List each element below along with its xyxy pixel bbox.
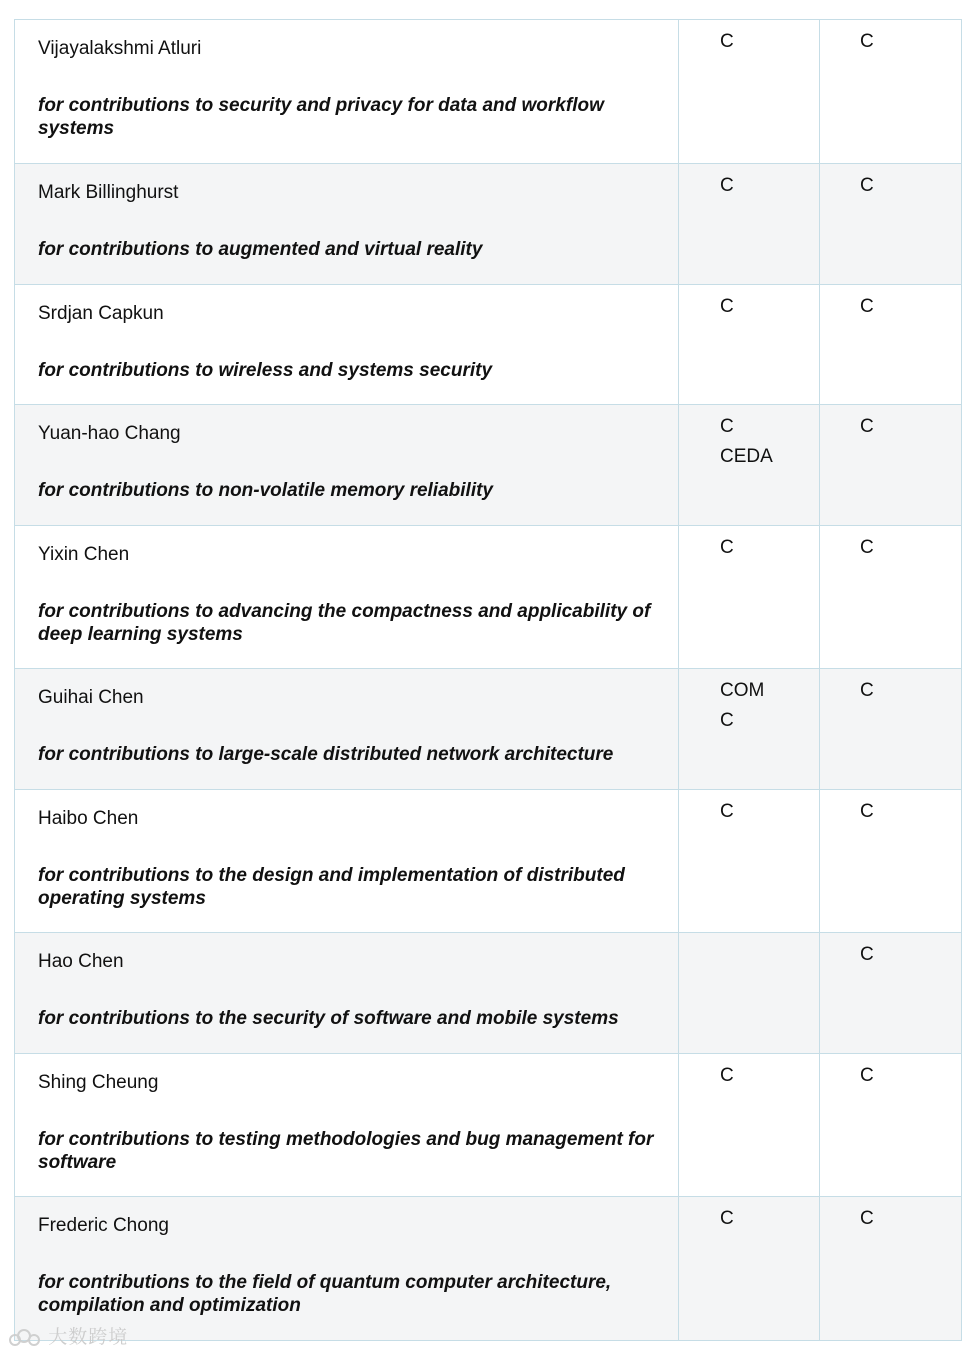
fellow-citation: for contributions to augmented and virtual reality bbox=[38, 239, 483, 260]
table-row bbox=[15, 1197, 961, 1341]
society-code: C bbox=[720, 1208, 734, 1229]
society-code-cell bbox=[679, 20, 820, 163]
society-code: C bbox=[720, 416, 734, 437]
evaluating-society-cell bbox=[820, 526, 961, 668]
table-row bbox=[15, 1054, 961, 1197]
society-code: C bbox=[860, 680, 874, 701]
watermark-text: 大数跨境 bbox=[48, 1327, 129, 1348]
table-row bbox=[15, 526, 961, 669]
evaluating-society-cell bbox=[820, 1197, 961, 1340]
table-row bbox=[15, 405, 961, 526]
table-row bbox=[15, 164, 961, 285]
fellow-name: Yuan-hao Chang bbox=[38, 423, 181, 444]
evaluating-society-cell bbox=[820, 20, 961, 163]
society-code: C bbox=[860, 416, 874, 437]
table-row bbox=[15, 669, 961, 790]
society-code: C bbox=[860, 31, 874, 52]
society-code-cell bbox=[679, 164, 820, 284]
society-code: C bbox=[720, 1065, 734, 1086]
fellow-citation: for contributions to large-scale distributed network architecture bbox=[38, 744, 614, 765]
society-code: CEDA bbox=[720, 446, 773, 467]
fellow-citation: for contributions to the field of quantum computer architecture, compilation and optimization bbox=[38, 1272, 612, 1316]
fellow-citation: for contributions to the security of software and mobile systems bbox=[38, 1008, 619, 1029]
fellow-citation: for contributions to wireless and systems security bbox=[38, 360, 493, 381]
society-code: C bbox=[720, 296, 734, 317]
fellow-name: Srdjan Capkun bbox=[38, 303, 164, 324]
evaluating-society-cell bbox=[820, 405, 961, 525]
name-citation-cell bbox=[15, 164, 679, 284]
evaluating-society-cell bbox=[820, 933, 961, 1053]
evaluating-society-cell bbox=[820, 1054, 961, 1196]
society-code: C bbox=[720, 175, 734, 196]
name-citation-cell bbox=[15, 285, 679, 404]
name-citation-cell bbox=[15, 1197, 679, 1340]
society-code-cell bbox=[679, 669, 820, 789]
name-citation-cell bbox=[15, 669, 679, 789]
society-code: C bbox=[720, 31, 734, 52]
society-code: C bbox=[860, 801, 874, 822]
fellow-citation: for contributions to advancing the compactness and applicability of deep learning systems bbox=[38, 601, 651, 645]
fellow-name: Haibo Chen bbox=[38, 808, 139, 829]
fellows-table bbox=[14, 19, 962, 1341]
fellow-citation: for contributions to testing methodologies and bug management for software bbox=[38, 1129, 654, 1173]
name-citation-cell bbox=[15, 20, 679, 163]
society-code: C bbox=[720, 537, 734, 558]
society-code: C bbox=[860, 1208, 874, 1229]
fellow-citation: for contributions to non-volatile memory reliability bbox=[38, 480, 493, 501]
fellow-citation: for contributions to the design and implementation of distributed operating systems bbox=[38, 865, 625, 909]
table-row bbox=[15, 285, 961, 405]
society-code: C bbox=[860, 296, 874, 317]
society-code-cell bbox=[679, 405, 820, 525]
society-code-cell bbox=[679, 285, 820, 404]
society-code: C bbox=[720, 710, 734, 731]
society-code-cell bbox=[679, 1197, 820, 1340]
evaluating-society-cell bbox=[820, 285, 961, 404]
society-code-cell bbox=[679, 1054, 820, 1196]
fellow-name: Yixin Chen bbox=[38, 544, 130, 565]
society-code-cell bbox=[679, 526, 820, 668]
society-code-cell bbox=[679, 933, 820, 1053]
name-citation-cell bbox=[15, 790, 679, 932]
name-citation-cell bbox=[15, 526, 679, 668]
table-row bbox=[15, 20, 961, 164]
fellow-name: Shing Cheung bbox=[38, 1072, 159, 1093]
table-row bbox=[15, 933, 961, 1054]
society-code: C bbox=[720, 801, 734, 822]
name-citation-cell bbox=[15, 405, 679, 525]
society-code: C bbox=[860, 1065, 874, 1086]
name-citation-cell bbox=[15, 1054, 679, 1196]
fellow-name: Mark Billinghurst bbox=[38, 182, 179, 203]
evaluating-society-cell bbox=[820, 669, 961, 789]
evaluating-society-cell bbox=[820, 164, 961, 284]
society-code: COM bbox=[720, 680, 765, 701]
society-code: C bbox=[860, 537, 874, 558]
fellow-name: Guihai Chen bbox=[38, 687, 144, 708]
table-row bbox=[15, 790, 961, 933]
watermark bbox=[8, 1322, 128, 1349]
society-code: C bbox=[860, 944, 874, 965]
fellow-name: Frederic Chong bbox=[38, 1215, 169, 1236]
society-code-cell bbox=[679, 790, 820, 932]
society-code: C bbox=[860, 175, 874, 196]
fellow-citation: for contributions to security and privacy for data and workflow systems bbox=[38, 95, 604, 139]
evaluating-society-cell bbox=[820, 790, 961, 932]
watermark-logo-icon bbox=[8, 1327, 42, 1349]
name-citation-cell bbox=[15, 933, 679, 1053]
fellow-name: Vijayalakshmi Atluri bbox=[38, 38, 202, 59]
fellow-name: Hao Chen bbox=[38, 951, 124, 972]
